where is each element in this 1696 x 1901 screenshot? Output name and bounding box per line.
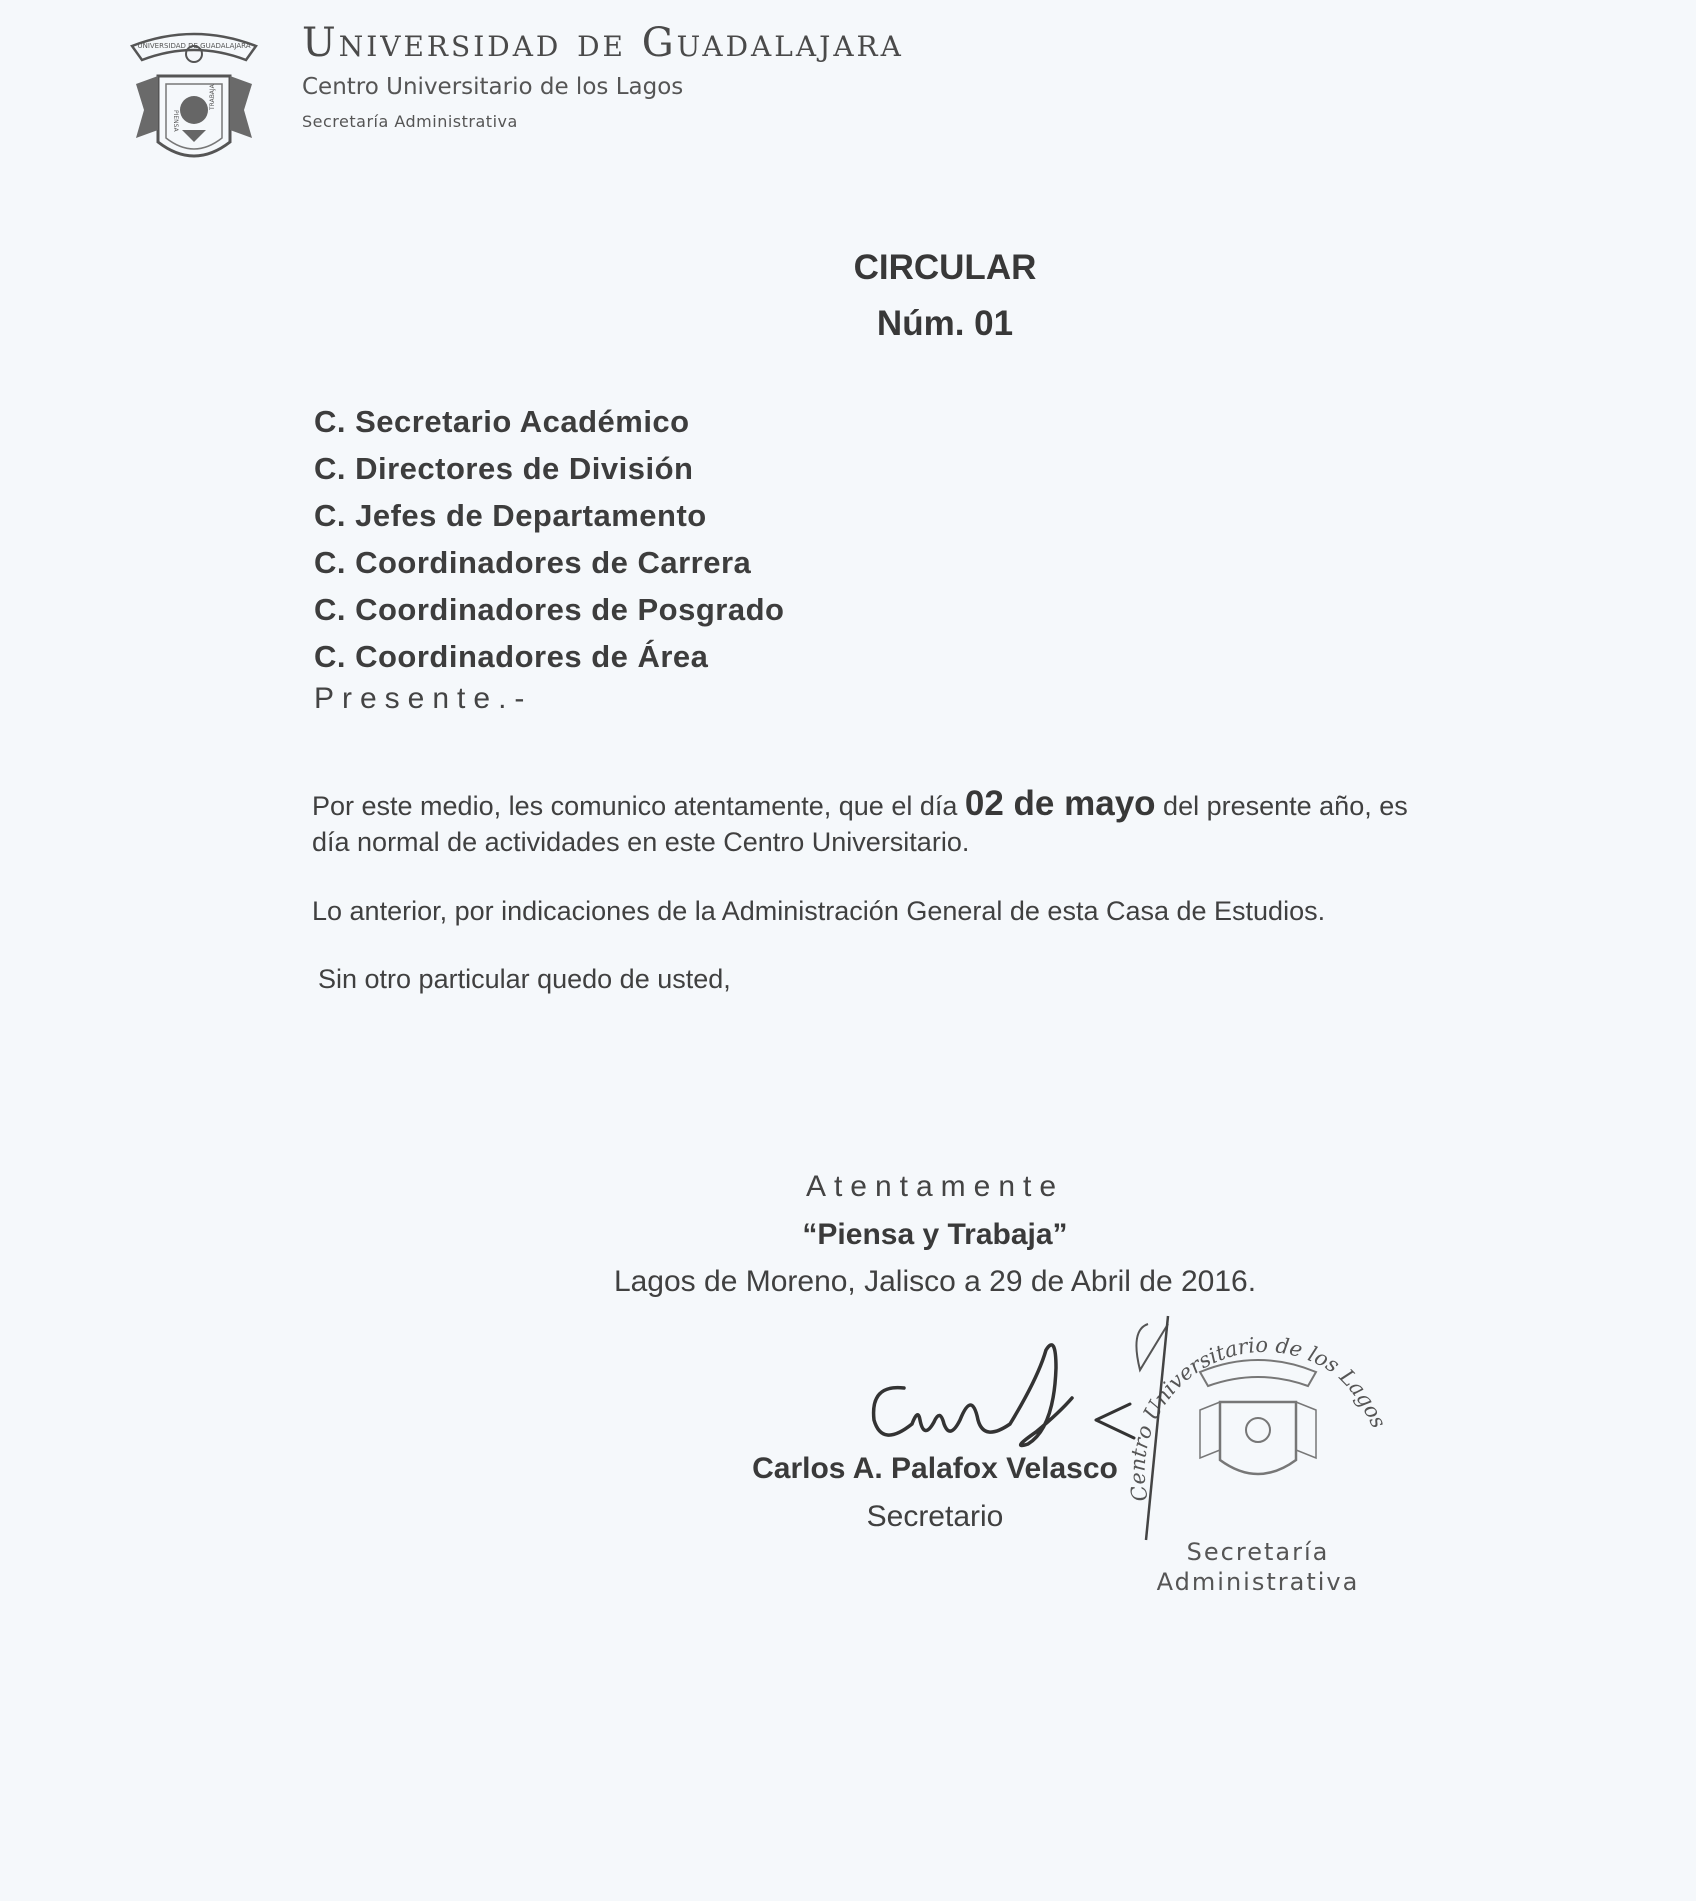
letterhead (302, 20, 904, 131)
university-name: Universidad de Guadalajara (302, 20, 904, 66)
document-number: Núm. 01 (876, 304, 1014, 343)
svg-text:Administrativa: Administrativa (1156, 1568, 1360, 1596)
document-type: CIRCULAR (853, 248, 1037, 287)
recipient-item: C. Directores de División (314, 451, 694, 486)
recipient-item: C. Secretario Académico (314, 404, 690, 439)
official-stamp-seal (1108, 1310, 1408, 1600)
greeting: Presente.- (314, 682, 533, 715)
body-paragraph-3: Sin otro particular quedo de usted, (318, 964, 731, 994)
recipient-item: C. Coordinadores de Carrera (314, 545, 752, 580)
signer-title: Secretario (866, 1500, 1004, 1533)
signer-name: Carlos A. Palafox Velasco (752, 1452, 1118, 1485)
campus-name: Centro Universitario de los Lagos (302, 74, 684, 100)
university-crest-logo (122, 14, 266, 176)
closing-motto: “Piensa y Trabaja” (802, 1218, 1068, 1251)
place-and-date: Lagos de Moreno, Jalisco a 29 de Abril de 2016. (613, 1265, 1257, 1298)
svg-text:Centro Universitario de los La: Centro Universitario de los Lagos (1125, 1332, 1391, 1504)
department-name: Secretaría Administrativa (302, 112, 518, 131)
closing-salutation: Atentamente (805, 1170, 1065, 1203)
body-paragraph-2: Lo anterior, por indicaciones de la Administración General de esta Casa de Estudios. (312, 896, 1326, 926)
svg-text:Secretaría: Secretaría (1186, 1538, 1330, 1566)
svg-text:PIENSA: PIENSA (172, 110, 179, 132)
recipient-list (314, 398, 784, 680)
recipient-item: C. Coordinadores de Posgrado (314, 592, 785, 627)
svg-text:TRABAJA: TRABAJA (209, 84, 216, 110)
svg-text:UNIVERSIDAD DE GUADALAJARA: UNIVERSIDAD DE GUADALAJARA (137, 42, 251, 50)
highlighted-date: 02 de mayo (964, 784, 1156, 823)
body-paragraph-1: Por este medio, les comunico atentamente, que el día 02 de mayo del presente año, es (312, 784, 1408, 823)
recipient-item: C. Jefes de Departamento (314, 498, 707, 533)
recipient-item: C. Coordinadores de Área (314, 639, 709, 674)
body-paragraph-1-line-2: día normal de actividades en este Centro Universitario. (312, 827, 970, 857)
